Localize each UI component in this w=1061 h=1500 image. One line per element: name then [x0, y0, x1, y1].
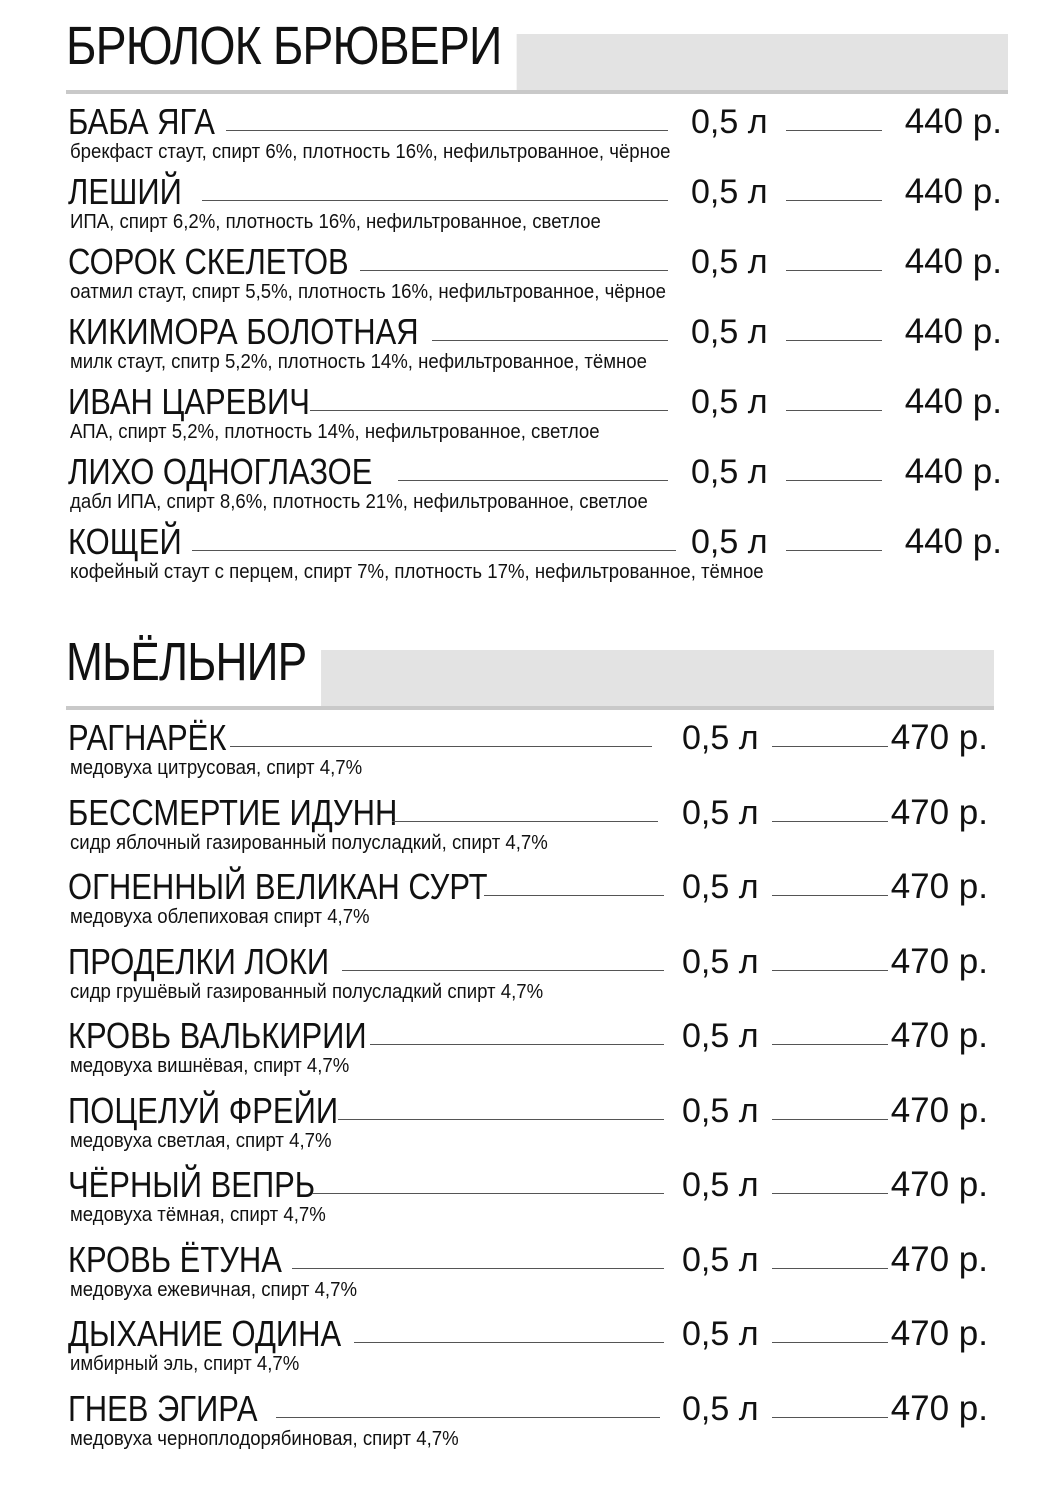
- leader-line: [432, 340, 668, 341]
- menu-item: [66, 716, 994, 791]
- item-description: медовуха черноплодорябиновая, спирт 4,7%: [70, 1427, 459, 1450]
- leader-line: [226, 130, 668, 131]
- item-name: ГНЕВ ЭГИРА: [68, 1387, 258, 1429]
- leader-line: [772, 821, 888, 822]
- menu-list: [66, 716, 994, 1461]
- item-name: ПРОДЕЛКИ ЛОКИ: [68, 940, 330, 982]
- item-volume: 0,5 л: [682, 1389, 759, 1428]
- menu-item: [66, 1387, 994, 1462]
- item-volume: 0,5 л: [682, 868, 759, 906]
- item-volume: 0,5 л: [691, 523, 768, 561]
- leader-line: [772, 1044, 888, 1045]
- item-description: медовуха цитрусовая, спирт 4,7%: [70, 757, 363, 779]
- item-price: 440 р.: [904, 382, 1002, 421]
- leader-line: [786, 480, 882, 481]
- menu-list: [66, 100, 1008, 590]
- menu-item: [66, 791, 994, 866]
- leader-line: [342, 970, 664, 971]
- menu-item: [66, 865, 994, 940]
- item-name: ЧЁРНЫЙ ВЕПРЬ: [68, 1164, 316, 1205]
- item-description: медовуха светлая, спирт 4,7%: [70, 1129, 332, 1152]
- leader-line: [370, 1044, 664, 1045]
- item-volume: 0,5 л: [682, 1017, 759, 1055]
- leader-line: [276, 1417, 660, 1418]
- item-name: РАГНАРЁК: [68, 717, 227, 758]
- item-price: 470 р.: [890, 1165, 988, 1204]
- item-name: КИКИМОРА БОЛОТНАЯ: [68, 311, 419, 352]
- item-volume: 0,5 л: [682, 793, 759, 832]
- leader-line: [192, 550, 676, 551]
- leader-line: [772, 1417, 888, 1418]
- leader-line: [786, 130, 882, 131]
- section-brulok-brewery: [66, 14, 1008, 590]
- item-price: 470 р.: [890, 1314, 988, 1353]
- item-description: дабл ИПА, спирт 8,6%, плотность 21%, нефильтрованное, светлое: [70, 491, 648, 513]
- leader-line: [772, 1119, 888, 1120]
- leader-line: [772, 970, 888, 971]
- item-price: 470 р.: [890, 1388, 988, 1428]
- item-name: ДЫХАНИЕ ОДИНА: [68, 1313, 342, 1354]
- menu-item: [66, 520, 1008, 590]
- item-price: 470 р.: [890, 1016, 988, 1055]
- item-description: имбирный эль, спирт 4,7%: [70, 1353, 300, 1375]
- item-name: ОГНЕННЫЙ ВЕЛИКАН СУРТ: [68, 866, 488, 907]
- leader-line: [202, 200, 668, 201]
- item-name: БЕССМЕРТИЕ ИДУНН: [68, 791, 398, 833]
- item-price: 470 р.: [890, 1090, 988, 1130]
- item-price: 440 р.: [904, 102, 1002, 141]
- leader-line: [772, 895, 888, 896]
- item-description: медовуха ежевичная, спирт 4,7%: [70, 1278, 357, 1301]
- item-price: 440 р.: [904, 522, 1002, 561]
- item-price: 470 р.: [890, 941, 988, 981]
- item-volume: 0,5 л: [682, 942, 759, 981]
- section-mjolnir: [66, 630, 994, 1461]
- item-description: медовуха тёмная, спирт 4,7%: [70, 1204, 326, 1226]
- menu-item: [66, 1163, 994, 1238]
- item-description: кофейный стаут с перцем, спирт 7%, плотность 17%, нефильтрованное, тёмное: [70, 561, 764, 583]
- item-description: милк стаут, спитр 5,2%, плотность 14%, нефильтрованное, тёмное: [70, 351, 647, 373]
- menu-item: [66, 100, 1008, 170]
- item-volume: 0,5 л: [682, 1091, 759, 1130]
- item-price: 470 р.: [890, 792, 988, 832]
- menu-item: [66, 1238, 994, 1313]
- item-volume: 0,5 л: [691, 383, 768, 421]
- item-price: 470 р.: [890, 718, 988, 757]
- menu-item: [66, 940, 994, 1015]
- item-name: КРОВЬ ЁТУНА: [68, 1238, 282, 1280]
- item-name: ИВАН ЦАРЕВИЧ: [68, 381, 310, 422]
- menu-item: [66, 240, 1008, 310]
- leader-line: [398, 480, 668, 481]
- item-description: сидр грушёвый газированный полусладкий спирт 4,7%: [70, 980, 544, 1003]
- menu-item: [66, 170, 1008, 240]
- item-volume: 0,5 л: [691, 313, 768, 351]
- menu-item: [66, 1014, 994, 1089]
- item-description: АПА, спирт 5,2%, плотность 14%, нефильтрованное, светлое: [70, 421, 600, 443]
- menu-item: [66, 310, 1008, 380]
- leader-line: [230, 746, 652, 747]
- item-volume: 0,5 л: [691, 103, 768, 141]
- leader-line: [772, 746, 888, 747]
- menu-item: [66, 380, 1008, 450]
- section-title: БРЮЛОК БРЮВЕРИ: [66, 14, 517, 90]
- item-name: ЛИХО ОДНОГЛАЗОЕ: [68, 451, 373, 492]
- leader-line: [772, 1193, 888, 1194]
- leader-line: [338, 1119, 664, 1120]
- leader-line: [360, 270, 668, 271]
- leader-line: [772, 1268, 888, 1269]
- item-volume: 0,5 л: [682, 1240, 759, 1279]
- item-description: оатмил стаут, спирт 5,5%, плотность 16%, нефильтрованное, чёрное: [70, 281, 666, 303]
- item-name: СОРОК СКЕЛЕТОВ: [68, 241, 349, 282]
- leader-line: [786, 270, 882, 271]
- section-header: [66, 14, 1008, 90]
- item-volume: 0,5 л: [691, 453, 768, 491]
- section-title: МЬЁЛЬНИР: [66, 630, 321, 706]
- item-volume: 0,5 л: [691, 243, 768, 281]
- leader-line: [786, 340, 882, 341]
- item-name: КОЩЕЙ: [68, 521, 182, 562]
- item-description: медовуха облепиховая спирт 4,7%: [70, 906, 370, 928]
- leader-line: [786, 410, 882, 411]
- leader-line: [310, 410, 668, 411]
- leader-line: [786, 550, 882, 551]
- menu-item: [66, 1312, 994, 1387]
- leader-line: [354, 1342, 664, 1343]
- item-name: БАБА ЯГА: [68, 101, 215, 142]
- item-name: ЛЕШИЙ: [68, 171, 182, 212]
- leader-line: [772, 1342, 888, 1343]
- item-description: сидр яблочный газированный полусладкий, спирт 4,7%: [70, 831, 548, 854]
- item-name: ПОЦЕЛУЙ ФРЕЙИ: [68, 1089, 339, 1131]
- item-volume: 0,5 л: [682, 719, 759, 757]
- item-name: КРОВЬ ВАЛЬКИРИИ: [68, 1015, 367, 1056]
- item-volume: 0,5 л: [682, 1315, 759, 1353]
- leader-line: [392, 821, 658, 822]
- leader-line: [484, 895, 664, 896]
- leader-line: [786, 200, 882, 201]
- item-volume: 0,5 л: [691, 173, 768, 211]
- item-price: 470 р.: [890, 1239, 988, 1279]
- leader-line: [292, 1268, 664, 1269]
- section-header: [66, 630, 994, 706]
- item-price: 440 р.: [904, 242, 1002, 281]
- item-price: 440 р.: [904, 312, 1002, 351]
- item-description: медовуха вишнёвая, спирт 4,7%: [70, 1055, 350, 1077]
- item-description: брекфаст стаут, спирт 6%, плотность 16%, нефильтрованное, чёрное: [70, 141, 671, 163]
- item-description: ИПА, спирт 6,2%, плотность 16%, нефильтрованное, светлое: [70, 211, 601, 233]
- leader-line: [312, 1193, 664, 1194]
- item-price: 440 р.: [904, 452, 1002, 491]
- menu-item: [66, 1089, 994, 1164]
- item-price: 440 р.: [904, 172, 1002, 211]
- item-volume: 0,5 л: [682, 1166, 759, 1204]
- item-price: 470 р.: [890, 867, 988, 906]
- menu-item: [66, 450, 1008, 520]
